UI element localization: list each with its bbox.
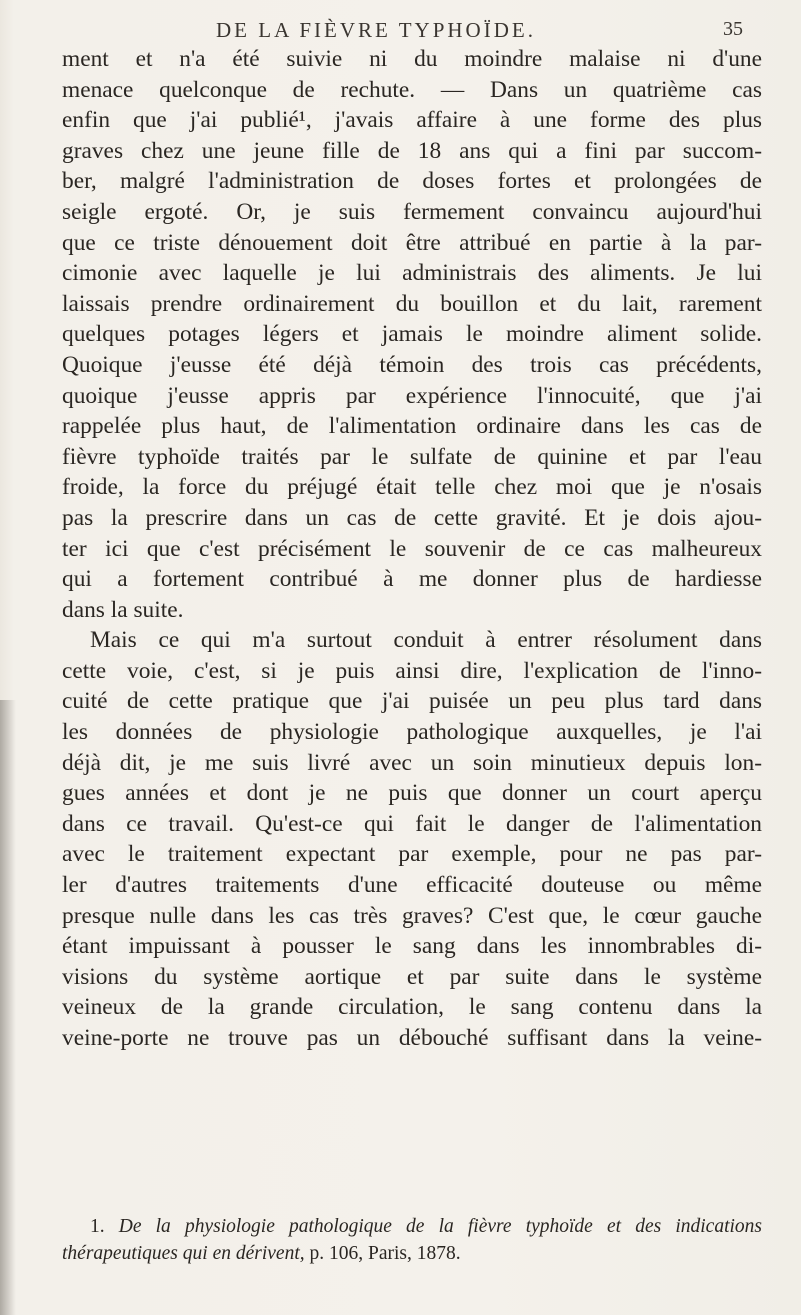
text-line: quelques potages légers et jamais le moindre aliment solide.	[62, 321, 762, 348]
text-line: froide, la force du préjugé était telle chez moi que je n'osais	[62, 474, 762, 501]
text-line: ment et n'a été suivie ni du moindre malaise ni d'une	[62, 46, 762, 72]
paragraph-start-line: Mais ce qui m'a surtout conduit à entrer résolument dans	[90, 627, 762, 654]
text-line: dans ce travail. Qu'est-ce qui fait le danger de l'alimentation	[62, 810, 762, 837]
text-line: déjà dit, je me suis livré avec un soin minutieux depuis lon-	[62, 749, 762, 776]
text-line: fièvre typhoïde traités par le sulfate de quinine et par l'eau	[62, 443, 762, 470]
text-line: cette voie, c'est, si je puis ainsi dire, l'explication de l'inno-	[62, 657, 762, 684]
text-line: veine-porte ne trouve pas un débouché suffisant dans la veine-	[62, 1025, 762, 1051]
footnote	[62, 1213, 762, 1267]
footnote-line-1	[62, 1213, 762, 1240]
text-line: graves chez une jeune fille de 18 ans qui a fini par succom-	[62, 137, 762, 164]
text-line: que ce triste dénouement doit être attribué en partie à la par-	[62, 229, 762, 256]
text-line: ber, malgré l'administration de doses fortes et prolongées de	[62, 168, 762, 195]
text-line: pas la prescrire dans un cas de cette gravité. Et je dois ajou-	[62, 504, 762, 531]
text-line: menace quelconque de rechute. — Dans un quatrième cas	[62, 76, 762, 103]
footnote-number: 1.	[90, 1216, 105, 1237]
text-line: quoique j'eusse appris par expérience l'innocuité, que j'ai	[62, 382, 762, 409]
body-text	[62, 44, 762, 1054]
text-line: ler d'autres traitements d'une efficacité douteuse ou même	[62, 872, 762, 899]
binding-shadow	[0, 700, 16, 1315]
footnote-title-part-2: thérapeutiques qui en dérivent,	[62, 1243, 305, 1264]
text-line: visions du système aortique et par suite dans le système	[62, 963, 762, 990]
text-line: avec le traitement expectant par exemple, pour ne pas par-	[62, 841, 762, 868]
paragraph-end-line: dans la suite.	[62, 596, 184, 623]
text-line: rappelée plus haut, de l'alimentation ordinaire dans les cas de	[62, 413, 762, 440]
text-line: gues années et dont je ne puis que donner un court aperçu	[62, 780, 762, 807]
footnote-line-2	[62, 1240, 762, 1267]
text-line: qui a fortement contribué à me donner plus de hardiesse	[62, 566, 762, 593]
running-title: DE LA FIÈVRE TYPHOÏDE.	[216, 18, 536, 42]
text-line: Quoique j'eusse été déjà témoin des trois cas précédents,	[62, 351, 762, 378]
text-line: seigle ergoté. Or, je suis fermement convaincu aujourd'hui	[62, 198, 762, 225]
footnote-citation: p. 106, Paris, 1878.	[304, 1243, 461, 1264]
text-line: les données de physiologie pathologique auxquelles, je l'ai	[62, 719, 762, 746]
text-line: ter ici que c'est précisément le souvenir de ce cas malheureux	[62, 535, 762, 562]
footnote-title-part-1: De la physiologie pathologique de la fièvre typhoïde et des indications	[118, 1216, 762, 1237]
page-number: 35	[723, 18, 743, 40]
text-line: presque nulle dans les cas très graves? C'est que, le cœur gauche	[62, 902, 762, 929]
text-line: cimonie avec laquelle je lui administrais des aliments. Je lui	[62, 260, 762, 287]
text-line: laissais prendre ordinairement du bouillon et du lait, rarement	[62, 290, 762, 317]
text-line: cuité de cette pratique que j'ai puisée un peu plus tard dans	[62, 688, 762, 715]
text-line: étant impuissant à pousser le sang dans les innombrables di-	[62, 933, 762, 960]
text-line: enfin que j'ai publié¹, j'avais affaire à une forme des plus	[62, 107, 762, 134]
text-line: veineux de la grande circulation, le sang contenu dans la	[62, 994, 762, 1021]
